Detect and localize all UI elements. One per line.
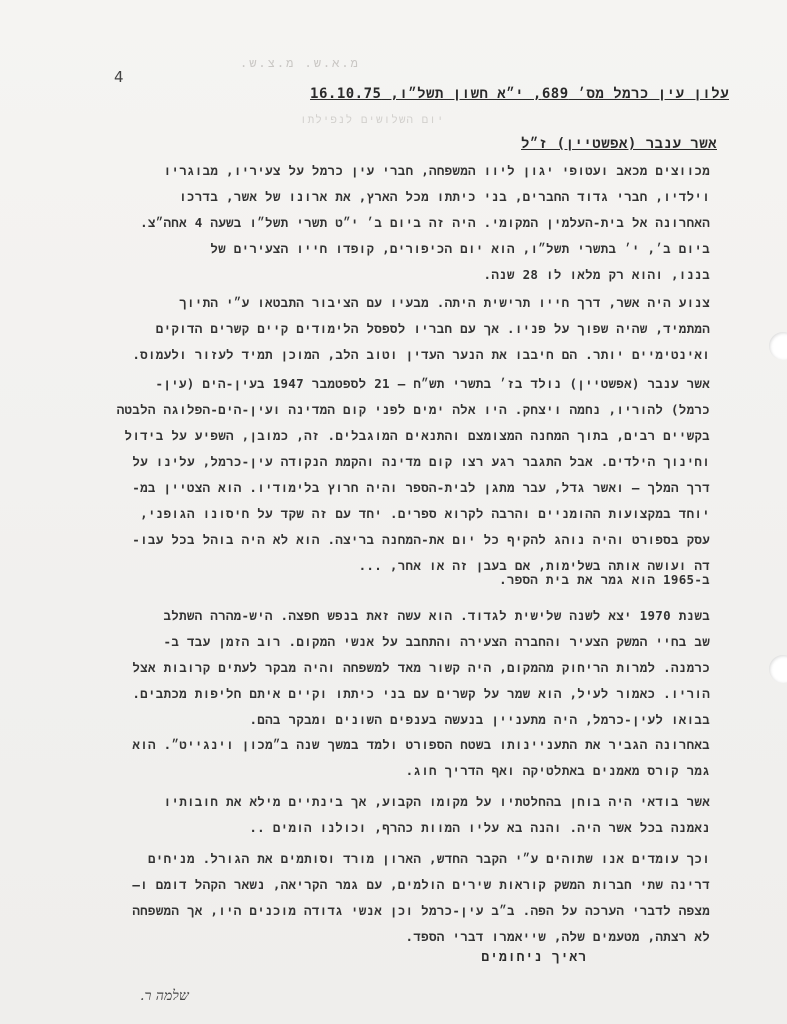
text-line: דרך המלך – ואשר גדל, עבר מתגן לבית-הספר והיה חרוץ בלימודיו. הוא הצטיין במ- [132, 480, 710, 495]
text-line: ב-1965 הוא גמר את בית הספר. [499, 572, 710, 587]
text-line: וילדיו, חברי גדוד החברים, בני כיתתו מכל הארץ, את ארונו של אשר, בדרכו [179, 189, 710, 204]
text-line: וכך עומדים אנו שתוהים ע״י הקבר החדש, הארון מורד וסותמים את הגורל. מניחים [147, 851, 710, 866]
closing-signature: ראיך ניחומים [481, 950, 587, 965]
text-line: בקשיים רבים, בתוך המחנה המצומצם והתנאים המוגבלים. זה, כמובן, השפיע על בידול [124, 428, 710, 443]
text-line: עסק בספורט והיה נוהג להקיף כל יום את-המחנה בריצה. הוא לא היה בוהל בכל עבו- [132, 532, 710, 547]
text-line: האחרונה אל בית-העלמין המקומי. היה זה ביום ב׳ י״ט תשרי תשל״ו בשעה 4 אחה״צ. [140, 215, 710, 230]
handwritten-note: שלמה ר. [140, 988, 189, 1004]
text-line: צנוע היה אשר, דרך חייו תרישית היתה. מבעיו עם הציבור התבטאו ע״י התיוך [179, 295, 710, 310]
text-line: שב בחיי המשק הצעיר והחברה הצעירה והתחבב על אנשי המקום. רוב הזמן עבד ב- [163, 634, 710, 649]
text-line: אשר בודאי היה בוחן בהחלטתיו על מקומו הקבוע, אך בינתיים מילא את חובותיו [163, 794, 710, 809]
text-line: ואינטימיים יותר. הם חיבבו את הנער העדין וטוב הלב, המוכן תמיד לעזור ולעמוס. [132, 347, 710, 362]
text-line: בשנת 1970 יצא לשנה שלישית לגדוד. הוא עשה זאת בנפש חפצה. היש-מהרה השתלב [163, 608, 710, 623]
paragraph-8 [60, 846, 710, 950]
text-line: אשר ענבר (אפשטיין) נולד בז׳ בתשרי תש״ח – 21 לספטמבר 1947 בעין-הים (עין- [155, 376, 710, 391]
text-line: לא רצתה, מטעמים שלה, שייאמרו דברי הספד. [405, 929, 710, 944]
text-line: יוחד במקצועות ההומניים והרבה לקרוא ספרים. יחד עם זה שקד על חיסונו הגופני, [140, 506, 710, 521]
text-line: כרמל) להוריו, נחמה ויצחק. היו אלה ימים לפני קום המדינה ועין-הים-הפלוגה הלבטה [116, 402, 710, 417]
paragraph-3 [60, 371, 710, 579]
memorial-title: אשר ענבר (אפשטיין) ז״ל [521, 136, 717, 152]
text-line: המתמיד, שהיה שפוך על פניו. אך עם חבריו לספסל הלימודים קיים קשרים הדוקים [155, 321, 710, 336]
page-number: 4 [114, 68, 124, 86]
text-line: דה ועושה אותה בשלימות, אם בעבן זה או אחר, ... [358, 558, 710, 573]
binder-hole-top [769, 332, 787, 360]
faint-subheading: יום השלושים לנפילתו [300, 113, 445, 126]
text-line: בננו, והוא רק מלאו לו 28 שנה. [483, 267, 710, 282]
paragraph-1 [60, 158, 710, 288]
text-line: כרמנה. למרות הריחוק מהמקום, היה קשור מאד למשפחה והיה מבקר לעתים קרובות אצל [132, 660, 710, 675]
paragraph-4 [60, 567, 710, 593]
text-line: מצפה לדברי הערכה על הפה. ב״ב עין-כרמל וכן אנשי גדודה מוכנים היו, אך המשפחה [132, 903, 710, 918]
text-line: ביום ב׳, י׳ בתשרי תשל״ו, הוא יום הכיפורים, קופדו חייו הצעירים של [210, 241, 710, 256]
text-line: הוריו. כאמור לעיל, הוא שמר על קשרים עם בני כיתתו וקיים איתם חליפות מכתבים. [132, 686, 710, 701]
paragraph-6 [60, 732, 710, 784]
paragraph-5 [60, 603, 710, 733]
faint-bleed-through-text: מ.א.ש. מ.צ.ש. [240, 56, 360, 70]
text-line: גמר קורס מאמנים באתלטיקה ואף הדריך חוג. [405, 763, 710, 778]
text-line: מכווצים מכאב ועטופי יגון ליוו המשפחה, חברי עין כרמל על צעיריו, מבוגריו [163, 163, 710, 178]
text-line: נאמנה בכל אשר היה. והנה בא עליו המוות כהרף, וכולנו הומים .. [249, 820, 710, 835]
text-line: דרינה שתי חברות המשק קוראות שירים הולמים, עם גמר הקריאה, נשאר הקהל דומם ו– [132, 877, 710, 892]
text-line: וחינוך הילדים. אבל התגבר רגע רצו קום מדינה והקמת הנקודה עין-כרמל, עלינו על [132, 454, 710, 469]
newsletter-header: עלון עין כרמל מס׳ 689, י״א חשון תשל״ו, 16.10.75 [310, 86, 729, 102]
binder-hole-bottom [769, 655, 787, 683]
paragraph-7 [60, 789, 710, 841]
text-line: באחרונה הגביר את התעניינותו בשטח הספורט ולמד במשך שנה ב״מכון וינגייט״. הוא [132, 737, 710, 752]
paragraph-2 [60, 290, 710, 368]
text-line: בבואו לעין-כרמל, היה מתעניין בנעשה בענפים השונים ומבקר בהם. [249, 712, 710, 727]
